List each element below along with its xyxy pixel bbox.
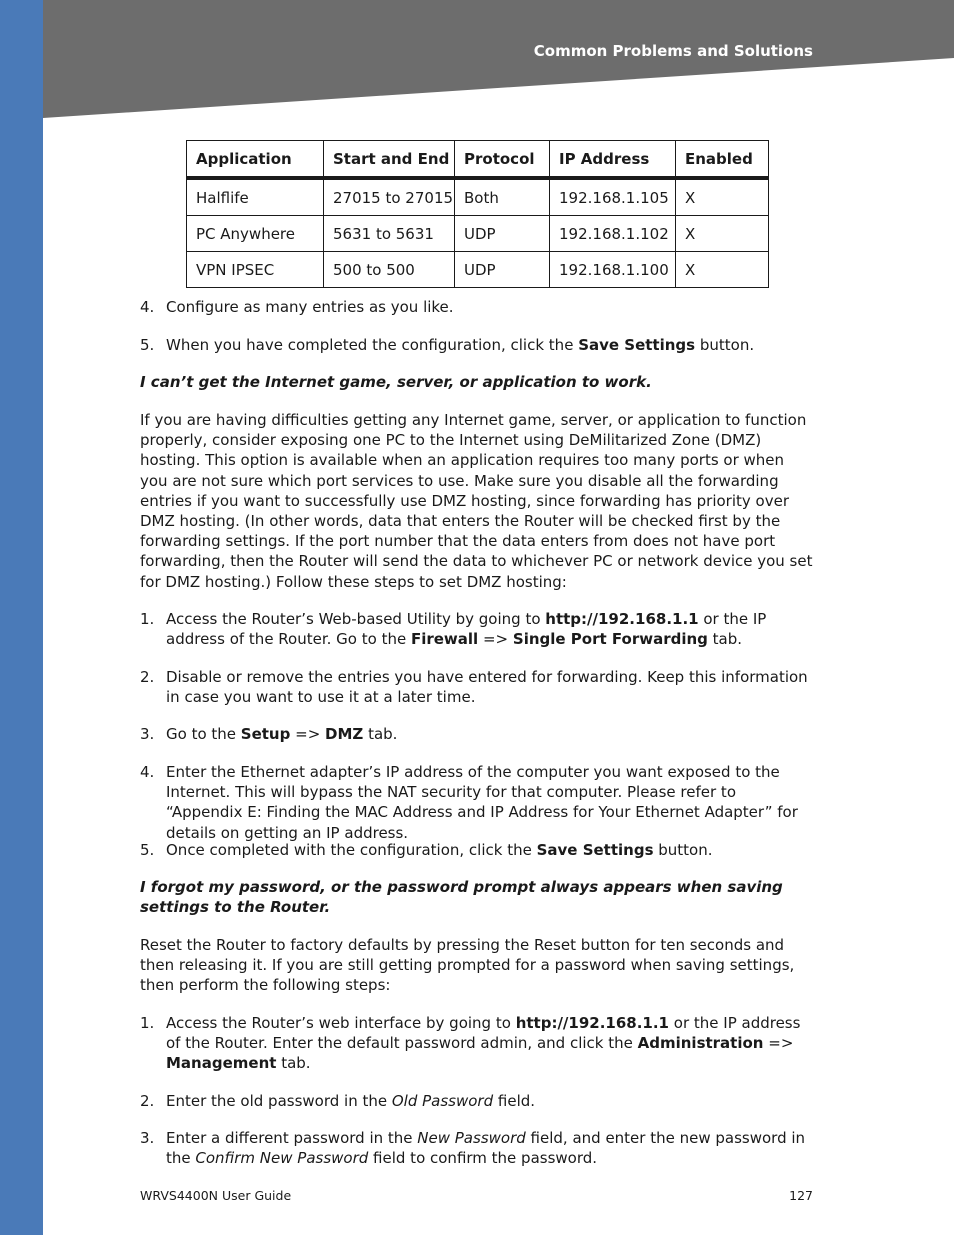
table-cell: 192.168.1.102 [550,216,676,252]
step-text: Access the Router’s web interface by going to http://192.168.1.1 or the IP address of the Router. Enter the default password admin, and click the Administration => Management tab. [166,1014,801,1073]
table-cell: VPN IPSEC [187,252,324,288]
step-number: 5. [140,841,155,859]
step-text: Access the Router’s Web-based Utility by going to http://192.168.1.1 or the IP address of the Router. Go to the Firewall => Single Port Forwarding tab. [166,610,767,649]
step-text: Enter the Ethernet adapter’s IP address of the computer you want exposed to the Internet. This will bypass the NAT security for that computer. Please refer to “Appendix E: Finding the MAC Address and IP Address for Your Ethernet Adapter” for details on getting an IP address. [166,763,798,842]
table-cell: X [676,252,769,288]
step-text: Configure as many entries as you like. [166,298,454,316]
table-cell: UDP [455,216,550,252]
body-paragraph: Reset the Router to factory defaults by pressing the Reset button for ten seconds and then releasing it. If you are still getting prompted for a password when saving settings, then perform the following steps: [140,936,795,995]
list-item [140,1013,815,1074]
list-item [140,840,815,860]
table-cell: X [676,216,769,252]
table-cell: 192.168.1.100 [550,252,676,288]
section-title: Common Problems and Solutions [533,42,813,60]
step-number: 4. [140,763,155,781]
section-heading: I can’t get the Internet game, server, or application to work. [140,373,652,391]
step-number: 1. [140,1014,155,1032]
column-header: Protocol [455,141,550,179]
left-color-bar [0,0,43,1235]
column-header: Start and End [324,141,455,179]
table-row [187,252,769,288]
table-cell: Halflife [187,178,324,216]
step-text: Once completed with the configuration, click the Save Settings button. [166,841,713,859]
table-cell: 5631 to 5631 [324,216,455,252]
table-row [187,178,769,216]
list-item [140,609,815,649]
step-number: 5. [140,336,155,354]
step-number: 3. [140,1129,155,1147]
step-number: 1. [140,610,155,628]
step-number: 2. [140,1092,155,1110]
body-paragraph: If you are having difficulties getting any Internet game, server, or application to function properly, consider exposing one PC to the Internet using DeMilitarized Zone (DMZ) hosting. This option is available when an application requires too many ports or when you are not sure which port services to use. Make sure you disable all the forwarding entries if you want to successfully use DMZ hosting, since forwarding has priority over DMZ hosting. (In other words, data that enters the Router will be checked first by the forwarding settings. If the port number that the data enters from does not have port forwarding, then the Router will send the data to whichever PC or network device you set for DMZ hosting.) Follow these steps to set DMZ hosting: [140,411,813,591]
table-cell: X [676,178,769,216]
step-number: 4. [140,298,155,316]
column-header: Application [187,141,324,179]
step-number: 2. [140,668,155,686]
list-item [140,1128,815,1168]
step-text: Enter a different password in the New Password field, and enter the new password in the Confirm New Password field to confirm the password. [166,1129,806,1168]
step-text: Disable or remove the entries you have entered for forwarding. Keep this information in case you want to use it at a later time. [166,668,808,707]
step-number: 3. [140,725,155,743]
page-number: 127 [789,1188,813,1203]
table-cell: 192.168.1.105 [550,178,676,216]
table-cell: PC Anywhere [187,216,324,252]
step-text: Go to the Setup => DMZ tab. [166,725,398,743]
table-header-row [187,141,769,179]
footer-guide-title: WRVS4400N User Guide [140,1188,292,1203]
list-item [140,335,815,355]
table-cell: UDP [455,252,550,288]
table-row [187,216,769,252]
step-text: Enter the old password in the Old Password field. [166,1092,536,1110]
list-item [140,724,815,744]
list-item [140,297,815,317]
column-header: Enabled [676,141,769,179]
section-heading: I forgot my password, or the password prompt always appears when saving settings to the Router. [140,878,783,917]
list-item [140,667,815,707]
column-header: IP Address [550,141,676,179]
port-forwarding-table [186,140,769,288]
list-item [140,1091,815,1111]
table-cell: 500 to 500 [324,252,455,288]
header-band [43,0,954,125]
table-cell: Both [455,178,550,216]
step-text: When you have completed the configuration, click the Save Settings button. [166,336,755,354]
table-cell: 27015 to 27015 [324,178,455,216]
list-item [140,762,815,843]
